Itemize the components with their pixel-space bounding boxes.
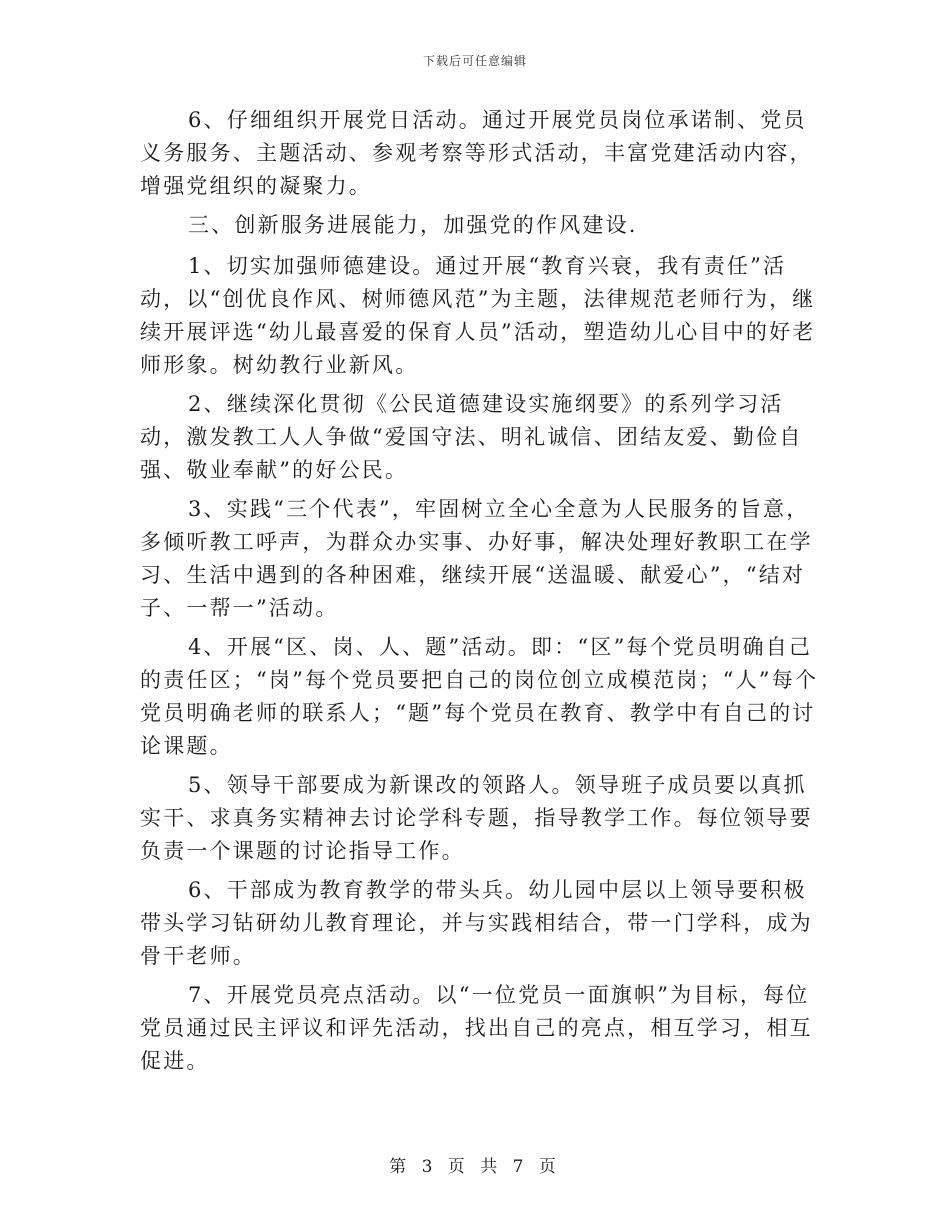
paragraph-cadres: 6、干部成为教育教学的带头兵。幼儿园中层以上领导要积极带头学习钻研幼儿教育理论，并与实践相结合，带一门学科，成为骨干老师。 <box>140 878 813 968</box>
header-note: 下载后可任意编辑 <box>422 54 527 68</box>
paragraph-civic-morality: 2、继续深化贯彻《公民道德建设实施纲要》的系列学习活动，激发教工人人争做“爱国守法、明礼诚信、团结友爱、勤俭自强、敬业奉献”的好公民。 <box>140 392 803 482</box>
page-number: 第 3 页 共 7 页 <box>389 1157 561 1177</box>
paragraph-leadership: 5、领导干部要成为新课改的领路人。领导班子成员要以真抓实干、求真务实精神去讨论学科专题，指导教学工作。每位领导要负责一个课题的讨论指导工作。 <box>140 773 813 863</box>
paragraph-three-represents: 3、实践“三个代表”，牢固树立全心全意为人民服务的旨意，多倾听教工呼声，为群众办实事、办好事，解决处理好教职工在学习、生活中遇到的各种困难，继续开展“送温暖、献爱心”，“结对子、一帮一”活动。 <box>140 497 813 620</box>
section-heading-three: 三、创新服务进展能力，加强党的作风建设. <box>188 213 638 237</box>
paragraph-district-post: 4、开展“区、岗、人、题”活动。即：“区”每个党员明确自己的责任区；“岗”每个党员要把自己的岗位创立成模范岗；“人”每个党员明确老师的联系人；“题”每个党员在教育、教学中有自己的讨论课题。 <box>140 635 819 758</box>
document-body <box>140 104 820 1084</box>
paragraph-highlights: 7、开展党员亮点活动。以“一位党员一面旗帜”为目标，每位党员通过民主评议和评先活动，找出自己的亮点，相互学习，相互促进。 <box>140 983 813 1073</box>
paragraph-party-day: 6、仔细组织开展党日活动。通过开展党员岗位承诺制、党员义务服务、主题活动、参观考察等形式活动，丰富党建活动内容，增强党组织的凝聚力。 <box>140 108 813 198</box>
paragraph-teacher-ethics: 1、切实加强师德建设。通过开展“教育兴衰，我有责任”活动，以“创优良作风、树师德风范”为主题，法律规范老师行为，继续开展评选“幼儿最喜爱的保育人员”活动，塑造幼儿心目中的好老师形象。树幼教行业新风。 <box>140 254 816 377</box>
